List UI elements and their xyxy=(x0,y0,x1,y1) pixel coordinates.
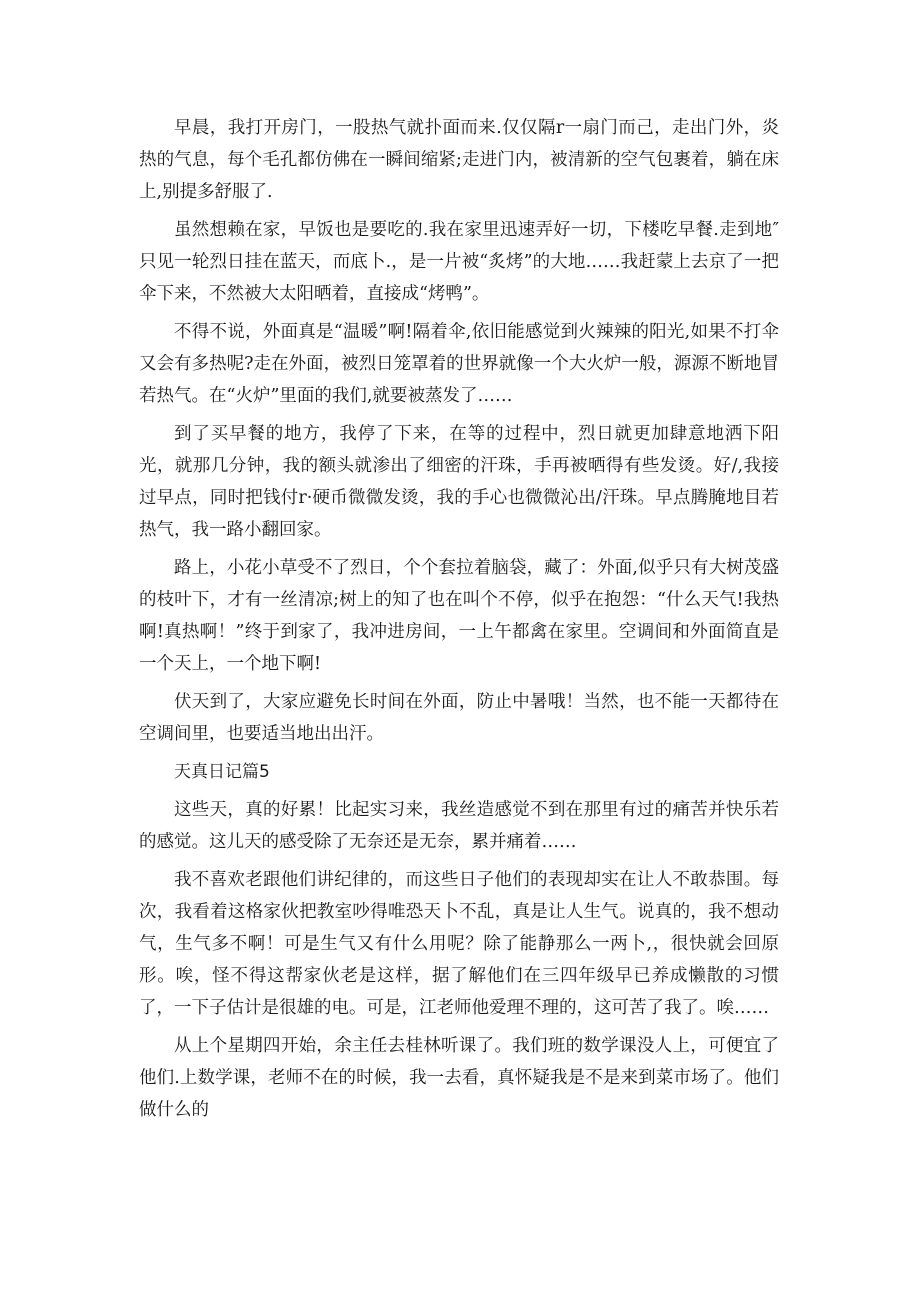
paragraph: 我不喜欢老跟他们讲纪律的，而这些日子他们的表现却实在让人不敢恭围。每次，我看着这格家伙把教室吵得唯恐天卜不乱，真是让人生气。说真的，我不想动气，生气多不啊！可是生气又有什么用呢？除了能静那么一两卜,，很快就会回原形。唉，怪不得这帮家伙老是这样，据了解他们在三四年级早已养成懒散的习惯了，一下子估计是很雄的电。可是，江老师他爱理不理的，这可苦了我了。唉…… xyxy=(139,870,779,1018)
paragraph: 不得不说，外面真是“温暖”啊!隔着伞,依旧能感觉到火辣辣的阳光,如果不打伞又会有多热呢?走在外面，被烈日笼罩着的世界就像一个大火炉一般，源源不断地冒若热气。在“火炉”里面的我们,就要被蒸发了…… xyxy=(139,322,779,406)
paragraph: 虽然想赖在家，早饭也是要吃的.我在家里迅速弄好一切，下楼吃早餐.走到地″只见一轮烈日挂在蓝天，而底卜.，是一片被“炙烤”的大地……我赶蒙上去京了一把伞下来，不然被大太阳晒着，直接成“烤鸭”。 xyxy=(139,220,779,304)
paragraph: 早晨，我打开房门，一股热气就扑面而来.仅仅隔r一扇门而己，走出门外，炎热的气息，每个毛孔都仿佛在一瞬间缩紧;走进门内，被清新的空气包裹着，躺在床上,别提多舒服了. xyxy=(139,118,779,202)
document-body xyxy=(139,112,779,1132)
paragraph: 路上，小花小草受不了烈日，个个套拉着脑袋，藏了：外面,似乎只有大树茂盛的枝叶下，才有一丝清凉;树上的知了也在叫个不停，似乎在抱怨：“什么天气!我热啊!真热啊！”终于到家了，我冲进房间，一上午都禽在家里。空调间和外面简直是一个天上，一个地下啊! xyxy=(139,558,779,674)
paragraph: 这些天，真的好累！比起实习来，我丝造感觉不到在那里有过的痛苦并快乐若的感觉。这儿天的感受除了无奈还是无奈，累并痛着…… xyxy=(139,800,779,852)
paragraph: 伏天到了，大家应避免长时间在外面，防止中暑哦！当然，也不能一天都待在空调间里，也要适当地出出汗。 xyxy=(139,692,779,744)
paragraph: 到了买早餐的地方，我停了下来，在等的过程中，烈日就更加肆意地洒下阳光，就那几分钟，我的额头就渗出了细密的汗珠，手再被晒得有些发烫。好/,我接过早点，同时把钱付r·硬币微微发烫，我的手心也微微沁出/汗珠。早点腾腌地目若热气，我一路小翻回家。 xyxy=(139,424,779,540)
paragraph: 从上个星期四开始，余主任去桂林听课了。我们班的数学课没人上，可便宜了他们.上数学课，老师不在的时候，我一去看，真怀疑我是不是来到菜市场了。他们做什么的 xyxy=(139,1036,779,1120)
section-heading: 天真日记篇5 xyxy=(174,762,270,782)
